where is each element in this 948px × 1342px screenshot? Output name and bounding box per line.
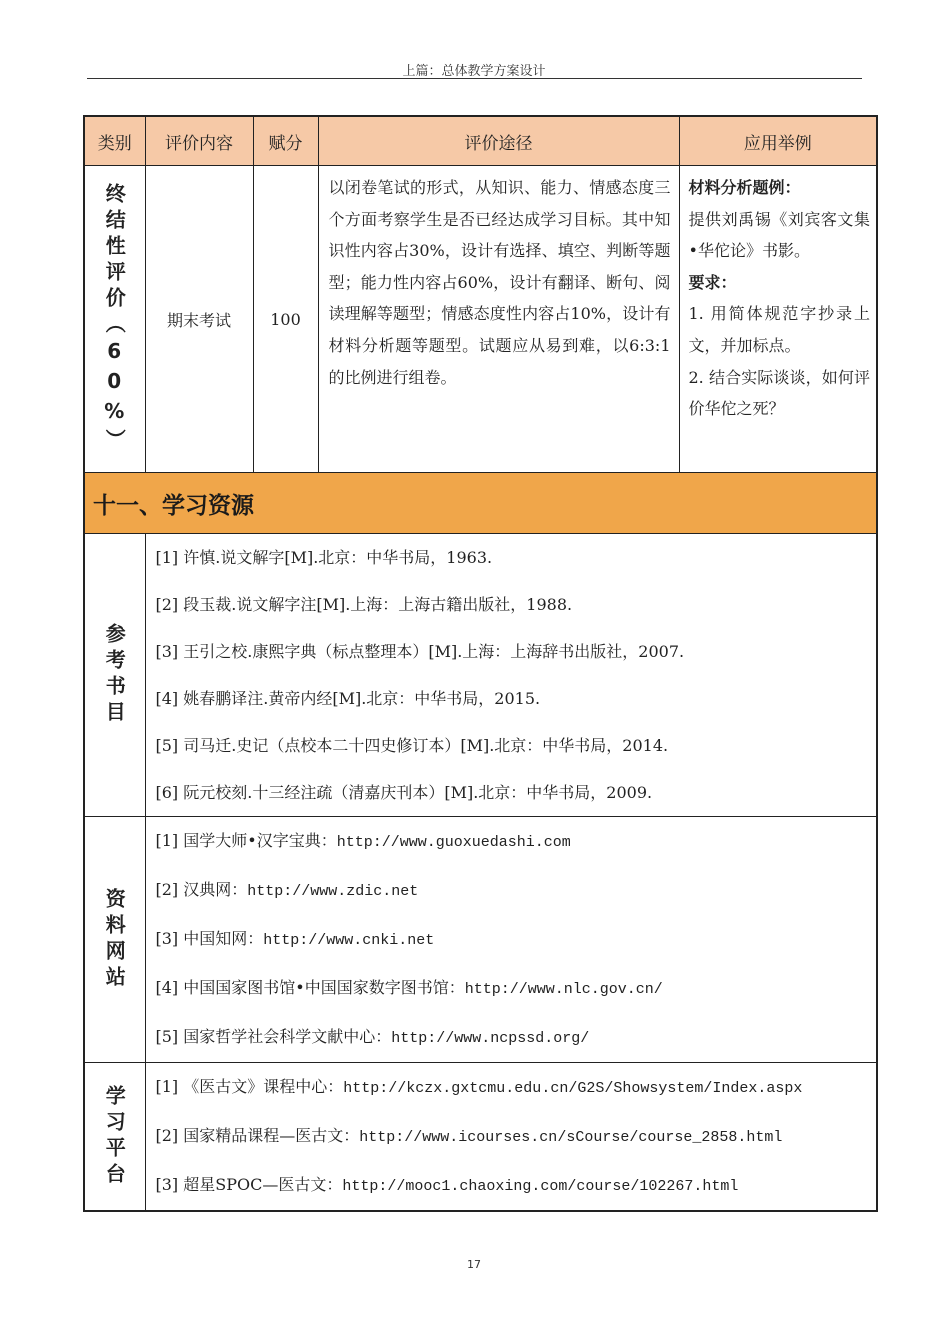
websites-list [145, 817, 877, 1063]
site-name: 国学大师•汉字宝典： [183, 831, 337, 850]
websites-label-cell [84, 817, 145, 1063]
site-link[interactable]: http://www.ncpssd.org/ [391, 1030, 590, 1047]
example-cell [679, 166, 877, 473]
column-header: 类别 [84, 116, 145, 166]
list-item [156, 915, 867, 964]
summative-row [84, 166, 877, 473]
list-item: [3] 王引之校.康熙字典（标点整理本）[M].上海：上海辞书出版社，2007. [155, 642, 685, 661]
list-item [156, 1112, 867, 1161]
section-title: 十一、学习资源 [84, 473, 877, 534]
table-header-row [84, 116, 877, 166]
list-item [156, 1013, 867, 1062]
site-name: 汉典网： [183, 880, 248, 899]
item-number: [2] [155, 880, 179, 899]
platforms-label-cell [84, 1063, 145, 1212]
list-item [156, 1161, 867, 1210]
platform-link[interactable]: http://mooc1.chaoxing.com/course/102267.html [342, 1178, 739, 1195]
list-item [156, 817, 867, 866]
header-rule [87, 78, 862, 79]
item-number: [1] [155, 831, 179, 850]
section-heading-row [84, 473, 877, 534]
content-cell: 期末考试 [145, 166, 253, 473]
references-label: 参考书目 [102, 623, 127, 727]
page-number: 17 [467, 1258, 481, 1271]
example-text: 提供刘禹锡《刘宾客文集•华佗论》书影。 [688, 209, 870, 261]
platform-name: 国家精品课程—医古文： [183, 1126, 360, 1145]
score-cell: 100 [253, 166, 318, 473]
list-item: [2] 段玉裁.说文解字注[M].上海：上海古籍出版社，1988. [155, 595, 573, 614]
site-link[interactable]: http://www.cnki.net [263, 932, 435, 949]
list-item [156, 866, 867, 915]
platforms-list [145, 1063, 877, 1212]
column-header: 评价内容 [145, 116, 253, 166]
example-title: 材料分析题例： [688, 178, 801, 197]
requirement-item: 2. 结合实际谈谈，如何评价华佗之死？ [688, 367, 870, 419]
requirement-title: 要求： [688, 272, 737, 292]
requirement-item: 1. 用简体规范字抄录上文，并加标点。 [688, 304, 870, 355]
references-row [84, 534, 877, 817]
platform-link[interactable]: http://www.icourses.cn/sCourse/course_2858.html [359, 1129, 783, 1146]
item-number: [1] [155, 1077, 179, 1096]
platforms-row [84, 1063, 877, 1212]
site-link[interactable]: http://www.guoxuedashi.com [336, 834, 571, 851]
websites-row [84, 817, 877, 1063]
list-item: [1] 许慎.说文解字[M].北京：中华书局，1963. [155, 548, 493, 567]
site-name: 中国知网： [183, 929, 264, 948]
list-item [156, 1063, 867, 1112]
site-link[interactable]: http://www.zdic.net [247, 883, 419, 900]
item-number: [4] [155, 978, 179, 997]
platform-name: 超星SPOC—医古文： [183, 1175, 343, 1194]
item-number: [2] [155, 1126, 179, 1145]
list-item: [5] 司马迁.史记（点校本二十四史修订本）[M].北京：中华书局，2014. [155, 736, 669, 755]
column-header: 应用举例 [679, 116, 877, 166]
platform-link[interactable]: http://kczx.gxtcmu.edu.cn/G2S/Showsystem/Index.aspx [343, 1080, 803, 1097]
category-label: 终结性评价（60%） [102, 183, 127, 455]
platform-name: 《医古文》课程中心： [183, 1077, 344, 1096]
item-number: [3] [155, 1175, 179, 1194]
site-link[interactable]: http://www.nlc.gov.cn/ [464, 981, 663, 998]
references-list [145, 534, 877, 817]
method-cell: 以闭卷笔试的形式，从知识、能力、情感态度三个方面考察学生是否已经达成学习目标。其中知识性内容占30%，设计有选择、填空、判断等题型；能力性内容占60%，设计有翻译、断句、阅读理解等题型；情感态度性内容占10%，设计有材料分析题等题型。试题应从易到难，以6:3:1的比例进行组卷。 [318, 166, 679, 473]
list-item [156, 964, 867, 1013]
site-name: 国家哲学社会科学文献中心： [183, 1027, 392, 1046]
column-header: 评价途径 [318, 116, 679, 166]
column-header: 赋分 [253, 116, 318, 166]
websites-label: 资料网站 [102, 887, 127, 992]
item-number: [5] [155, 1027, 179, 1046]
item-number: [3] [155, 929, 179, 948]
references-label-cell [84, 534, 145, 817]
list-item: [4] 姚春鹏译注.黄帝内经[M].北京：中华书局，2015. [155, 689, 541, 708]
platforms-label: 学习平台 [102, 1084, 127, 1189]
category-cell [84, 166, 145, 473]
site-name: 中国国家图书馆•中国国家数字图书馆： [183, 978, 465, 997]
list-item: [6] 阮元校刻.十三经注疏（清嘉庆刊本）[M].北京：中华书局，2009. [155, 783, 653, 802]
evaluation-table [83, 115, 878, 1212]
running-header: 上篇：总体教学方案设计 [402, 64, 546, 79]
